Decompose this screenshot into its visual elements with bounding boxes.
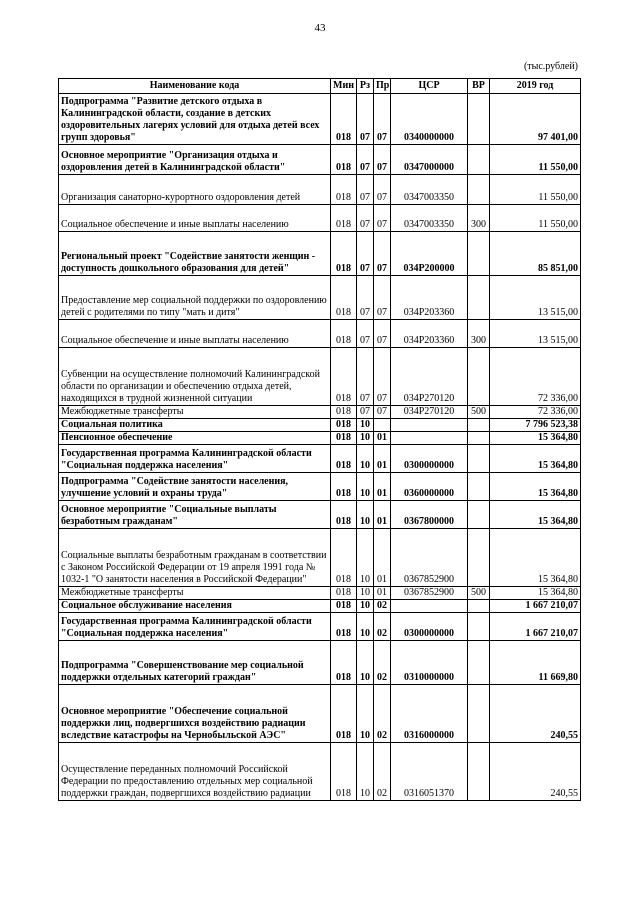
cell-vr: 500 [468, 587, 490, 600]
cell-sum: 1 667 210,07 [490, 613, 581, 641]
cell-csr [391, 419, 468, 432]
table-row [59, 205, 581, 232]
cell-min: 018 [331, 419, 357, 432]
cell-pr: 07 [374, 320, 391, 348]
cell-rz: 10 [357, 432, 374, 445]
cell-rz: 07 [357, 406, 374, 419]
cell-pr: 07 [374, 348, 391, 406]
cell-vr [468, 641, 490, 685]
cell-min: 018 [331, 613, 357, 641]
cell-rz: 10 [357, 600, 374, 613]
cell-min: 018 [331, 600, 357, 613]
cell-vr [468, 145, 490, 175]
cell-rz: 10 [357, 587, 374, 600]
table-row [59, 473, 581, 501]
table-row [59, 613, 581, 641]
cell-rz: 10 [357, 685, 374, 743]
cell-rz: 10 [357, 501, 374, 529]
cell-pr: 02 [374, 641, 391, 685]
cell-sum: 97 401,00 [490, 94, 581, 145]
cell-rz: 07 [357, 348, 374, 406]
cell-min: 018 [331, 406, 357, 419]
cell-min: 018 [331, 320, 357, 348]
cell-sum: 15 364,80 [490, 432, 581, 445]
cell-min: 018 [331, 145, 357, 175]
cell-name: Субвенции на осуществление полномочий Калининградской области по организации и обеспечению отдыха детей, находящихся в трудной жизненной ситуации [59, 348, 331, 406]
cell-rz: 10 [357, 613, 374, 641]
cell-pr: 07 [374, 406, 391, 419]
cell-name: Подпрограмма "Совершенствование мер социальной поддержки отдельных категорий граждан" [59, 641, 331, 685]
cell-sum: 85 851,00 [490, 232, 581, 276]
table-row [59, 94, 581, 145]
cell-name: Региональный проект "Содействие занятости женщин - доступность дошкольного образования для детей" [59, 232, 331, 276]
cell-csr: 0310000000 [391, 641, 468, 685]
cell-vr [468, 445, 490, 473]
header-csr: ЦСР [391, 79, 468, 94]
cell-min: 018 [331, 432, 357, 445]
cell-rz: 07 [357, 175, 374, 205]
cell-pr: 02 [374, 613, 391, 641]
cell-name: Основное мероприятие "Организация отдыха и оздоровления детей в Калининградской области" [59, 145, 331, 175]
cell-pr: 07 [374, 276, 391, 320]
table-row [59, 587, 581, 600]
cell-csr: 0316051370 [391, 743, 468, 801]
cell-csr: 034P270120 [391, 406, 468, 419]
cell-min: 018 [331, 445, 357, 473]
cell-vr [468, 473, 490, 501]
cell-vr [468, 175, 490, 205]
cell-sum: 15 364,80 [490, 501, 581, 529]
cell-sum: 15 364,80 [490, 529, 581, 587]
cell-sum: 11 669,80 [490, 641, 581, 685]
table-row [59, 432, 581, 445]
cell-vr: 300 [468, 205, 490, 232]
table-row [59, 445, 581, 473]
cell-csr [391, 600, 468, 613]
cell-pr: 07 [374, 175, 391, 205]
cell-pr: 01 [374, 587, 391, 600]
header-rz: Рз [357, 79, 374, 94]
cell-vr [468, 529, 490, 587]
page-number: 43 [314, 22, 326, 34]
cell-min: 018 [331, 641, 357, 685]
table-row [59, 276, 581, 320]
cell-sum: 13 515,00 [490, 320, 581, 348]
cell-rz: 07 [357, 276, 374, 320]
cell-min: 018 [331, 205, 357, 232]
cell-min: 018 [331, 276, 357, 320]
cell-rz: 10 [357, 445, 374, 473]
cell-rz: 10 [357, 743, 374, 801]
cell-vr [468, 432, 490, 445]
cell-pr: 02 [374, 600, 391, 613]
cell-vr [468, 613, 490, 641]
cell-name: Организация санаторно-курортного оздоровления детей [59, 175, 331, 205]
table-row [59, 501, 581, 529]
cell-csr: 034P203360 [391, 320, 468, 348]
cell-csr: 0300000000 [391, 445, 468, 473]
cell-csr: 0347003350 [391, 175, 468, 205]
cell-vr: 300 [468, 320, 490, 348]
cell-sum: 15 364,80 [490, 587, 581, 600]
table-row [59, 529, 581, 587]
cell-rz: 10 [357, 473, 374, 501]
cell-pr: 07 [374, 205, 391, 232]
cell-vr [468, 685, 490, 743]
cell-sum: 11 550,00 [490, 205, 581, 232]
cell-csr: 0300000000 [391, 613, 468, 641]
table-row [59, 348, 581, 406]
cell-name: Социальная политика [59, 419, 331, 432]
cell-rz: 07 [357, 320, 374, 348]
cell-rz: 10 [357, 529, 374, 587]
cell-csr: 0360000000 [391, 473, 468, 501]
cell-name: Социальное обеспечение и иные выплаты населению [59, 320, 331, 348]
cell-vr: 500 [468, 406, 490, 419]
cell-name: Социальное обеспечение и иные выплаты населению [59, 205, 331, 232]
cell-rz: 10 [357, 419, 374, 432]
cell-vr [468, 232, 490, 276]
cell-rz: 07 [357, 94, 374, 145]
cell-name: Межбюджетные трансферты [59, 587, 331, 600]
cell-vr [468, 94, 490, 145]
cell-pr: 07 [374, 232, 391, 276]
cell-sum: 15 364,80 [490, 473, 581, 501]
cell-min: 018 [331, 94, 357, 145]
cell-csr: 034P200000 [391, 232, 468, 276]
cell-sum: 11 550,00 [490, 175, 581, 205]
header-name: Наименование кода [59, 79, 331, 94]
cell-sum: 7 796 523,38 [490, 419, 581, 432]
cell-min: 018 [331, 232, 357, 276]
cell-sum: 240,55 [490, 743, 581, 801]
cell-min: 018 [331, 348, 357, 406]
cell-vr [468, 348, 490, 406]
cell-min: 018 [331, 175, 357, 205]
units-label: (тыс.рублей) [523, 61, 578, 72]
cell-csr: 0316000000 [391, 685, 468, 743]
header-min: Мин [331, 79, 357, 94]
cell-pr: 01 [374, 501, 391, 529]
cell-min: 018 [331, 685, 357, 743]
cell-name: Межбюджетные трансферты [59, 406, 331, 419]
cell-name: Основное мероприятие "Социальные выплаты безработным гражданам" [59, 501, 331, 529]
cell-min: 018 [331, 587, 357, 600]
cell-csr: 0347000000 [391, 145, 468, 175]
budget-table [58, 78, 581, 801]
header-vr: ВР [468, 79, 490, 94]
cell-csr: 034P270120 [391, 348, 468, 406]
cell-min: 018 [331, 473, 357, 501]
table-row [59, 600, 581, 613]
cell-name: Предоставление мер социальной поддержки по оздоровлению детей с родителями по типу "мать и дитя" [59, 276, 331, 320]
cell-min: 018 [331, 529, 357, 587]
table-row [59, 641, 581, 685]
table-row [59, 743, 581, 801]
cell-pr: 01 [374, 432, 391, 445]
cell-rz: 07 [357, 205, 374, 232]
cell-pr [374, 419, 391, 432]
cell-rz: 07 [357, 232, 374, 276]
cell-name: Основное мероприятие "Обеспечение социальной поддержки лиц, подвергшихся воздействию радиации вследствие катастрофы на Чернобыльской АЭС" [59, 685, 331, 743]
table-row [59, 175, 581, 205]
cell-pr: 02 [374, 743, 391, 801]
table-row [59, 685, 581, 743]
cell-csr: 0340000000 [391, 94, 468, 145]
header-sum: 2019 год [490, 79, 581, 94]
table-row [59, 419, 581, 432]
cell-name: Социальное обслуживание населения [59, 600, 331, 613]
cell-sum: 1 667 210,07 [490, 600, 581, 613]
cell-pr: 07 [374, 94, 391, 145]
cell-name: Подпрограмма "Содействие занятости населения, улучшение условий и охраны труда" [59, 473, 331, 501]
cell-csr: 0367800000 [391, 501, 468, 529]
cell-vr [468, 501, 490, 529]
cell-sum: 240,55 [490, 685, 581, 743]
cell-name: Государственная программа Калининградской области "Социальная поддержка населения" [59, 445, 331, 473]
cell-sum: 13 515,00 [490, 276, 581, 320]
table-row [59, 320, 581, 348]
table-row [59, 232, 581, 276]
cell-rz: 10 [357, 641, 374, 685]
cell-name: Осуществление переданных полномочий Российской Федерации по предоставлению отдельных мер социальной поддержки граждан, подвергшихся воздействию радиации [59, 743, 331, 801]
cell-name: Пенсионное обеспечение [59, 432, 331, 445]
cell-pr: 07 [374, 145, 391, 175]
cell-min: 018 [331, 501, 357, 529]
table-row [59, 145, 581, 175]
cell-csr: 034P203360 [391, 276, 468, 320]
table-row [59, 406, 581, 419]
cell-sum: 72 336,00 [490, 348, 581, 406]
cell-min: 018 [331, 743, 357, 801]
cell-csr: 0367852900 [391, 587, 468, 600]
header-pr: Пр [374, 79, 391, 94]
cell-sum: 72 336,00 [490, 406, 581, 419]
cell-pr: 02 [374, 685, 391, 743]
cell-name: Социальные выплаты безработным гражданам в соответствии с Законом Российской Федерации от 19 апреля 1991 года № 1032-1 "О занятости населения в Российской Федерации" [59, 529, 331, 587]
cell-name: Государственная программа Калининградской области "Социальная поддержка населения" [59, 613, 331, 641]
cell-vr [468, 276, 490, 320]
cell-pr: 01 [374, 445, 391, 473]
cell-csr: 0347003350 [391, 205, 468, 232]
cell-csr [391, 432, 468, 445]
cell-vr [468, 419, 490, 432]
cell-pr: 01 [374, 529, 391, 587]
cell-csr: 0367852900 [391, 529, 468, 587]
cell-name: Подпрограмма "Развитие детского отдыха в Калининградской области, создание в детских оздоровительных лагерях условий для отдыха детей всех групп здоровья" [59, 94, 331, 145]
table-header-row [59, 79, 581, 94]
cell-rz: 07 [357, 145, 374, 175]
cell-sum: 15 364,80 [490, 445, 581, 473]
cell-pr: 01 [374, 473, 391, 501]
cell-vr [468, 743, 490, 801]
cell-sum: 11 550,00 [490, 145, 581, 175]
cell-vr [468, 600, 490, 613]
